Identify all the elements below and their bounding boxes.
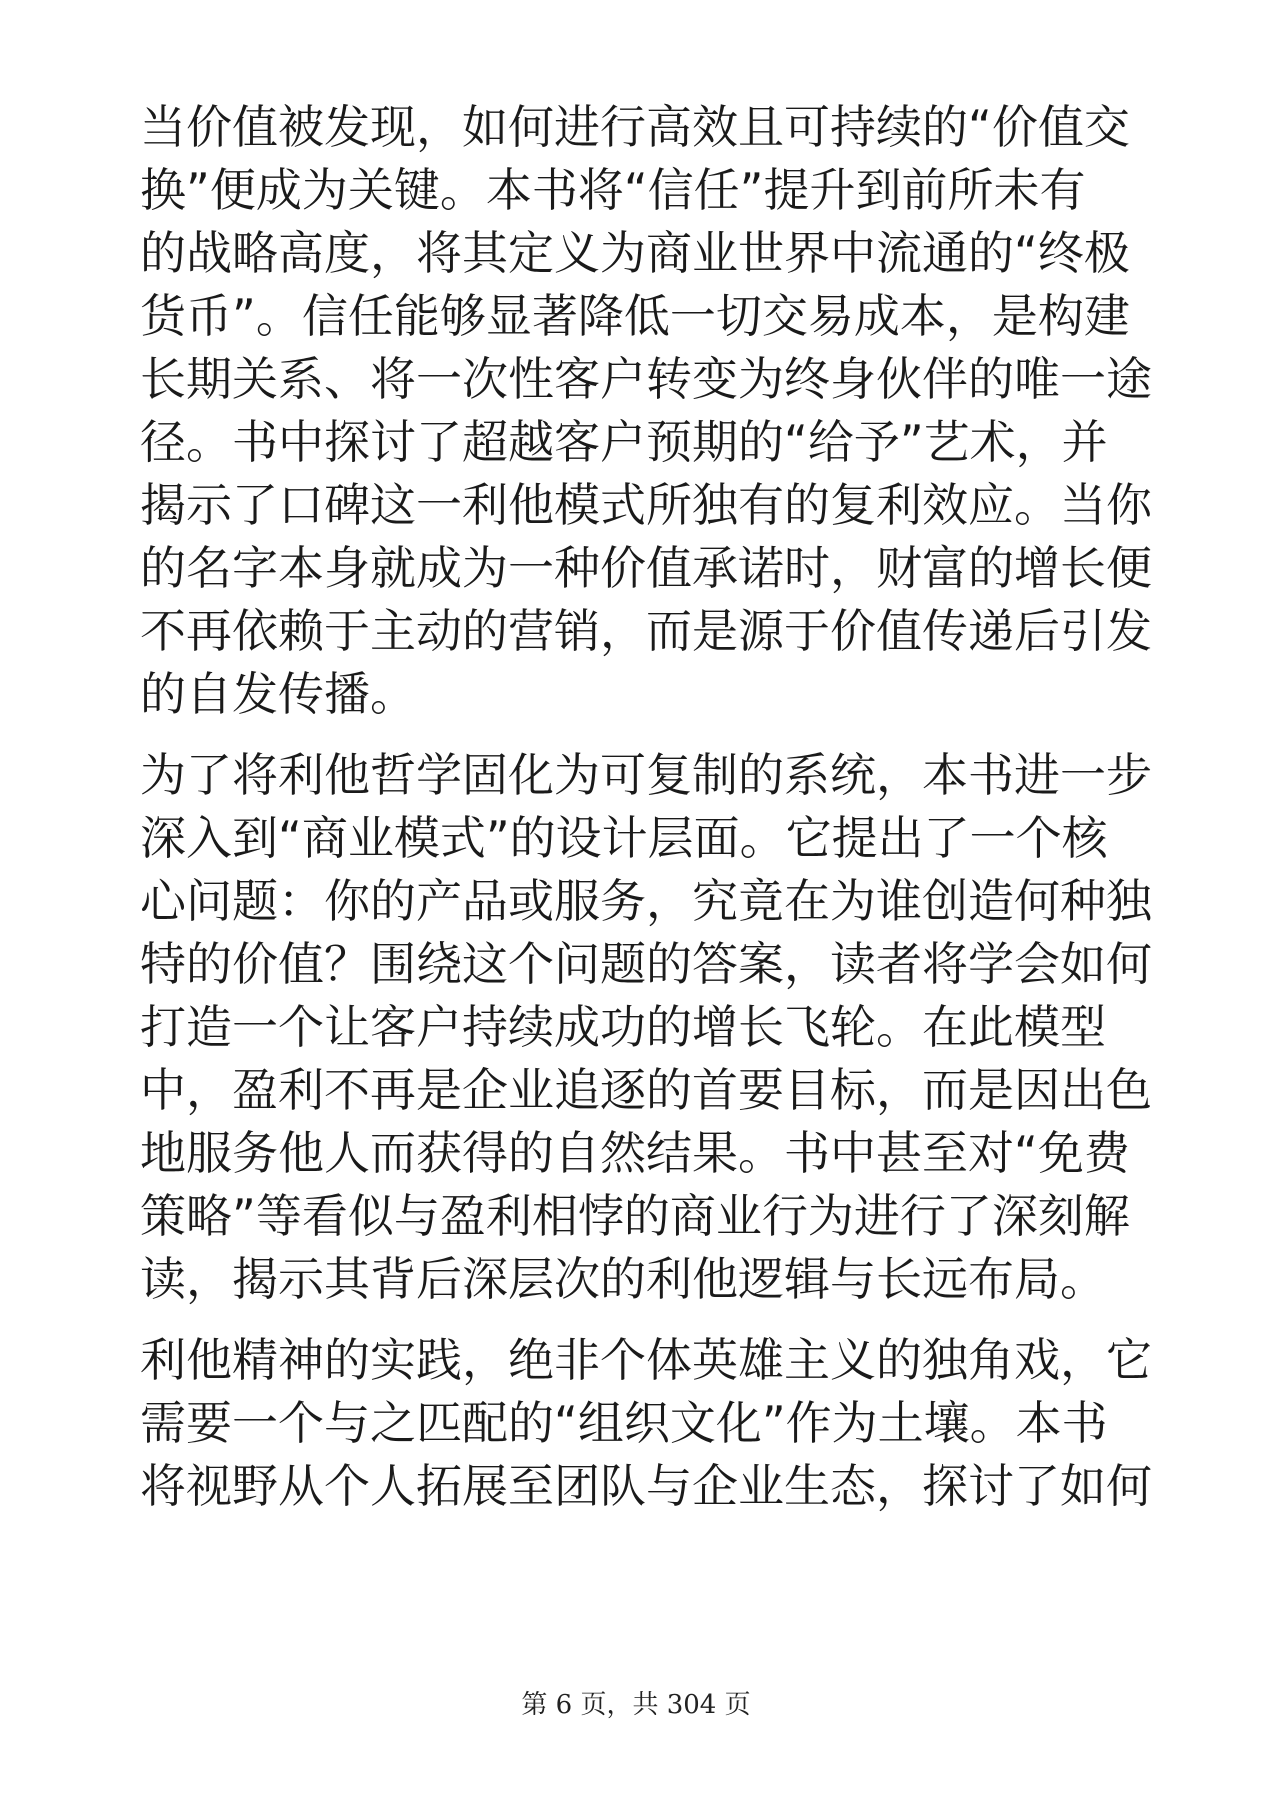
text-line: 中，盈利不再是企业追逐的首要目标，而是因出色 [140, 1063, 1152, 1117]
text-line: 特的价值？围绕这个问题的答案，读者将学会如何 [140, 937, 1152, 991]
text-line: 不再依赖于主动的营销，而是源于价值传递后引发 [140, 604, 1152, 658]
document-page [140, 96, 1152, 1518]
text-line: 的战略高度，将其定义为商业世界中流通的“终极 [140, 226, 1130, 280]
text-line: 需要一个与之匹配的“组织文化”作为土壤。本书 [140, 1396, 1108, 1450]
page-number-footer: 第 6 页，共 304 页 [521, 1690, 751, 1720]
text-line: 心问题：你的产品或服务，究竟在为谁创造何种独 [140, 874, 1152, 928]
text-line: 揭示了口碑这一利他模式所独有的复利效应。当你 [140, 478, 1152, 532]
paragraph-2 [140, 744, 1152, 1311]
text-line: 为了将利他哲学固化为可复制的系统，本书进一步 [140, 748, 1152, 802]
text-line: 货币”。信任能够显著降低一切交易成本，是构建 [140, 289, 1130, 343]
text-line: 将视野从个人拓展至团队与企业生态，探讨了如何 [140, 1459, 1152, 1513]
text-line: 策略”等看似与盈利相悖的商业行为进行了深刻解 [140, 1189, 1130, 1243]
text-line: 当价值被发现，如何进行高效且可持续的“价值交 [140, 100, 1130, 154]
text-line: 换”便成为关键。本书将“信任”提升到前所未有 [140, 163, 1086, 217]
text-line: 利他精神的实践，绝非个体英雄主义的独角戏，它 [140, 1333, 1152, 1387]
text-line: 读，揭示其背后深层次的利他逻辑与长远布局。 [140, 1252, 1106, 1306]
text-line: 长期关系、将一次性客户转变为终身伙伴的唯一途 [140, 352, 1152, 406]
text-line: 径。书中探讨了超越客户预期的“给予”艺术，并 [140, 415, 1108, 469]
paragraph-3 [140, 1329, 1152, 1518]
paragraph-1 [140, 96, 1152, 726]
text-line: 深入到“商业模式”的设计层面。它提出了一个核 [140, 811, 1108, 865]
text-line: 打造一个让客户持续成功的增长飞轮。在此模型 [140, 1000, 1106, 1054]
text-line: 地服务他人而获得的自然结果。书中甚至对“免费 [140, 1126, 1130, 1180]
text-line: 的名字本身就成为一种价值承诺时，财富的增长便 [140, 541, 1152, 595]
text-line: 的自发传播。 [140, 667, 416, 721]
